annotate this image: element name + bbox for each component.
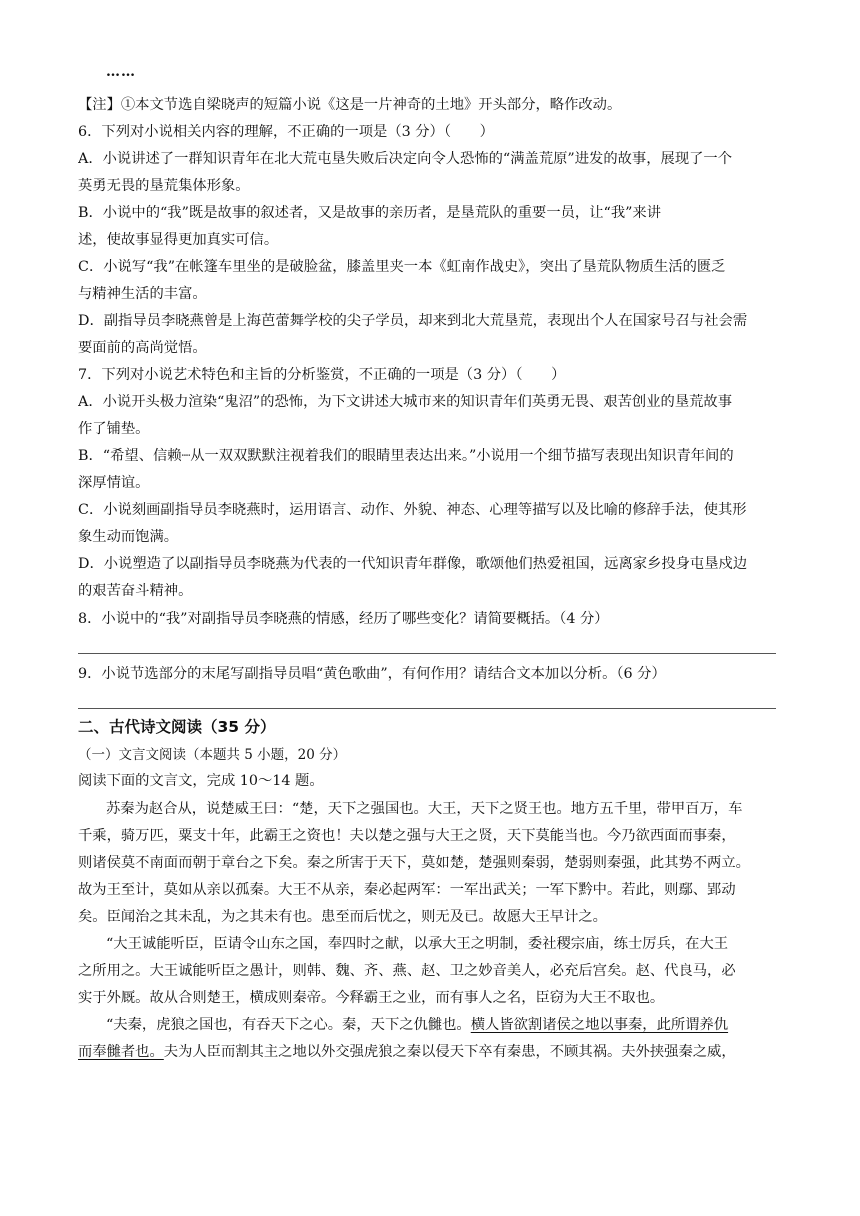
passage-text: “夫秦，虎狼之国也，有吞天下之心。秦，天下之仇雠也。	[106, 1017, 471, 1033]
q7-option-b: B．“希望、信赖┈从一双双默默注视着我们的眼睛里表达出来。”小说用一个细节描写表现出知识青年间的	[78, 448, 734, 464]
passage-text: 夫为人臣而割其主之地以外交强虎狼之秦以侵天下卒有秦患，不顾其祸。夫外挟强秦之威，	[163, 1044, 736, 1060]
passage-line: 实于外厩。故从合则楚王，横成则秦帝。今释霸王之业，而有事人之名，臣窃为大王不取也。	[78, 990, 665, 1006]
passage-line: 则诸侯莫不南面而朝于章台之下矣。秦之所害于天下，莫如楚，楚强则秦弱，楚弱则秦强，此其势不两立。	[78, 855, 750, 871]
q7-option-c-cont: 象生动而饱满。	[78, 529, 179, 545]
q7-option-d-cont: 的艰苦奋斗精神。	[78, 583, 193, 599]
q6-option-d: D．副指导员李晓燕曾是上海芭蕾舞学校的尖子学员，却来到北大荒垦荒，表现出个人在国家号召与社会需	[78, 313, 748, 329]
q6-option-a-cont: 英勇无畏的垦荒集体形象。	[78, 178, 250, 194]
q6-option-b-cont: 述，使故事显得更加真实可信。	[78, 232, 279, 248]
q7-option-b-cont: 深厚情谊。	[78, 475, 150, 491]
q7-option-d: D．小说塑造了以副指导员李晓燕为代表的一代知识青年群像，歌颂他们热爱祖国，远离家乡投身屯垦戍边	[78, 556, 748, 572]
q7-option-c: C．小说刻画副指导员李晓燕时，运用语言、动作、外貌、神态、心理等描写以及比喻的修辞手法，使其形	[78, 502, 747, 518]
q6-option-a: A．小说讲述了一群知识青年在北大荒屯垦失败后决定向令人恐怖的“满盖荒原”进发的故事，展现了一个	[78, 151, 733, 167]
reading-instruction: 阅读下面的文言文，完成 10～14 题。	[78, 773, 324, 789]
passage-line: “大王诚能听臣，臣请令山东之国，奉四时之献，以承大王之明制，委社稷宗庙，练士厉兵，在大王	[106, 936, 729, 952]
passage-line: 苏秦为赵合从，说楚威王曰：“楚，天下之强国也。大王，天下之贤王也。地方五千里，带甲百万，车	[106, 801, 743, 817]
q6-option-d-cont: 要面前的高尚觉悟。	[78, 340, 207, 356]
passage-line	[78, 1042, 786, 1062]
passage-line: 故为王至计，莫如从亲以孤秦。大王不从亲，秦必起两军：一军出武关；一军下黔中。若此，则鄢、郢动	[78, 882, 736, 898]
passage-line: 矣。臣闻治之其未乱，为之其未有也。患至而后忧之，则无及已。故愿大王早计之。	[78, 909, 607, 925]
section-title: 二、古代诗文阅读（35 分）	[78, 718, 276, 736]
underlined-sentence: 而奉雠者也。	[78, 1044, 164, 1060]
ellipsis: ……	[106, 64, 136, 80]
question-9: 9．小说节选部分的末尾写副指导员唱“黄色歌曲”，有何作用？请结合文本加以分析。（6 分）	[78, 666, 666, 682]
question-6-stem: 6．下列对小说相关内容的理解，不正确的一项是（3 分）（ ）	[78, 124, 494, 140]
passage-line: 之所用之。大王诚能听臣之愚计，则韩、魏、齐、燕、赵、卫之妙音美人，必充后宫矣。赵、代良马，必	[78, 963, 736, 979]
q7-option-a-cont: 作了铺垫。	[78, 421, 150, 437]
passage-line	[106, 1015, 786, 1035]
subsection-title: （一）文言文阅读（本题共 5 小题，20 分）	[78, 747, 347, 763]
passage-line: 千乘，骑万匹，粟支十年，此霸王之资也！夫以楚之强与大王之贤，天下莫能当也。今乃欲西面而事秦，	[78, 828, 736, 844]
q6-option-c-cont: 与精神生活的丰富。	[78, 286, 207, 302]
answer-line-q8	[78, 653, 776, 654]
source-note: 【注】①本文节选自梁晓声的短篇小说《这是一片神奇的土地》开头部分，略作改动。	[78, 97, 622, 113]
question-8: 8．小说中的“我”对副指导员李晓燕的情感，经历了哪些变化？请简要概括。（4 分）	[78, 611, 609, 627]
underlined-sentence: 横人皆欲割诸侯之地以事秦，此所谓养仇	[470, 1017, 729, 1033]
question-7-stem: 7．下列对小说艺术特色和主旨的分析鉴赏，不正确的一项是（3 分）（ ）	[78, 367, 566, 383]
answer-line-q9	[78, 708, 776, 709]
q6-option-c: C．小说写“我”在帐篷车里坐的是破脸盆，膝盖里夹一本《虹南作战史》，突出了垦荒队物质生活的匮乏	[78, 259, 726, 275]
q7-option-a: A．小说开头极力渲染“鬼沼”的恐怖，为下文讲述大城市来的知识青年们英勇无畏、艰苦创业的垦荒故事	[78, 394, 733, 410]
q6-option-b: B．小说中的“我”既是故事的叙述者，又是故事的亲历者，是垦荒队的重要一员，让“我”来讲	[78, 205, 662, 221]
